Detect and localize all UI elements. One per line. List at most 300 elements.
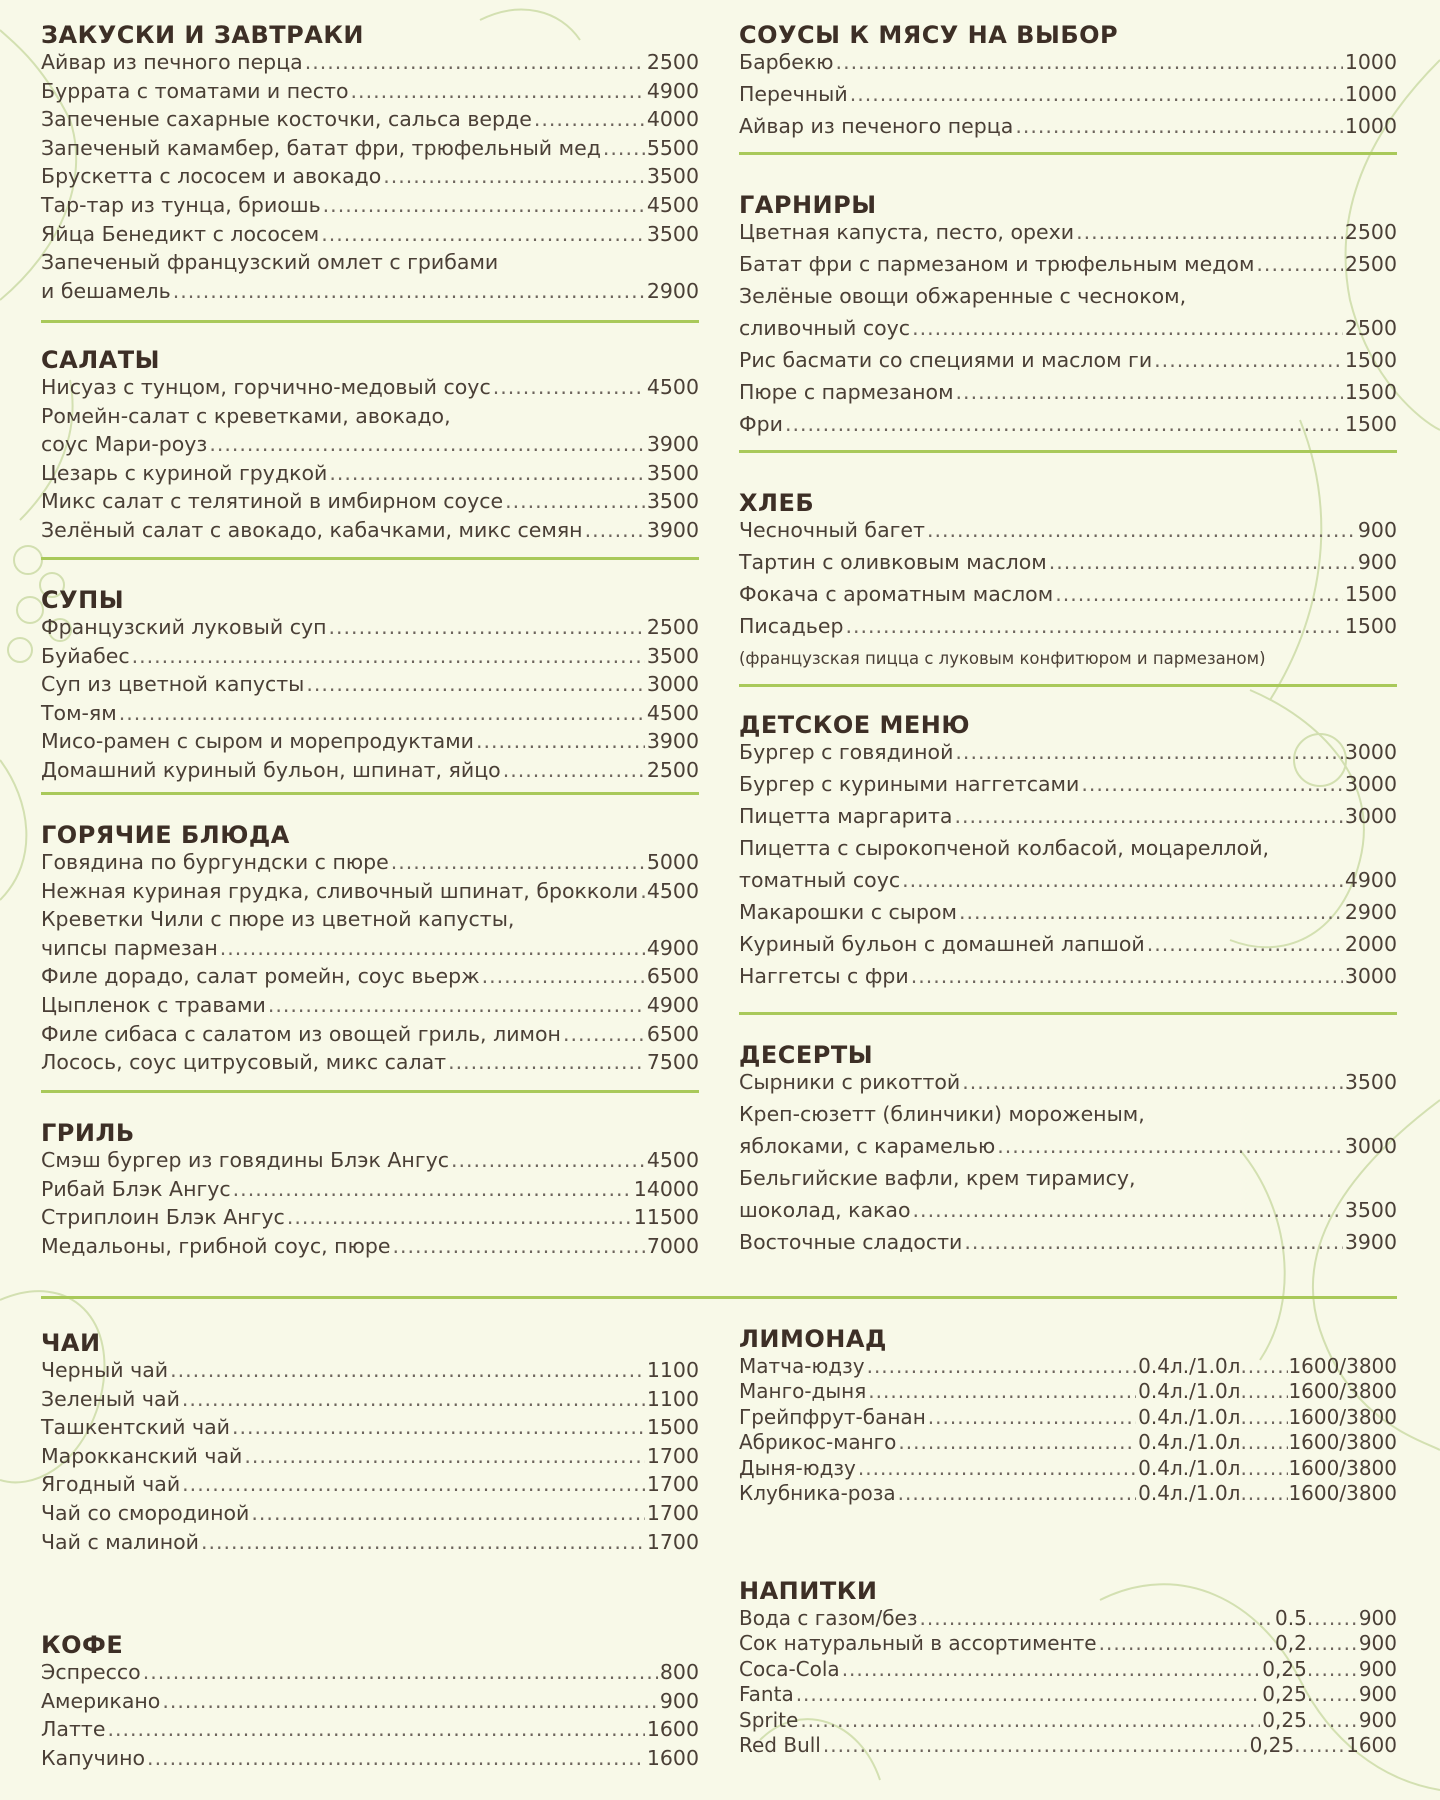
item-list — [739, 50, 1397, 146]
item-name: Запеченые сахарные косточки, сальса верде — [41, 107, 532, 132]
item-price: 3000 — [1344, 1134, 1397, 1158]
menu-item — [41, 1177, 699, 1206]
item-name: Том-ям — [41, 700, 117, 725]
section-salaty — [41, 345, 699, 547]
item-name: Латте — [41, 1717, 106, 1742]
item-name: Fanta — [739, 1682, 794, 1707]
item-name: сливочный соус — [739, 316, 911, 340]
item-name: Чай со смородиной — [41, 1500, 250, 1525]
menu-item — [739, 82, 1397, 114]
menu-item — [41, 250, 699, 279]
dot-leader — [911, 964, 1343, 988]
menu-item — [739, 836, 1397, 868]
item-list — [41, 375, 699, 547]
menu-item — [739, 1230, 1397, 1262]
menu-item — [41, 1501, 699, 1530]
menu-item — [41, 672, 699, 701]
item-price: 3900 — [1344, 1230, 1397, 1254]
dot-leader — [1154, 348, 1343, 372]
menu-item — [739, 220, 1397, 252]
dot-leader — [287, 1205, 632, 1229]
section-divider — [739, 684, 1397, 687]
dot-leader — [1307, 1708, 1359, 1732]
dot-leader — [585, 518, 645, 542]
drink-item — [739, 1379, 1397, 1404]
menu-item — [41, 1660, 699, 1689]
dot-leader — [1256, 252, 1342, 276]
item-name: Фокача с ароматным маслом — [739, 582, 1054, 606]
menu-item — [41, 993, 699, 1022]
dot-leader — [796, 1682, 1261, 1706]
item-price: 4500 — [646, 375, 699, 399]
menu-item — [41, 461, 699, 490]
menu-item — [41, 964, 699, 993]
item-price: 3500 — [1344, 1070, 1397, 1094]
dot-leader — [912, 316, 1343, 340]
item-price: 2500 — [1344, 316, 1397, 340]
item-price: 1700 — [646, 1500, 699, 1525]
item-volume: 0,25 — [1262, 1656, 1307, 1681]
menu-item — [739, 1134, 1397, 1166]
section-title: ХЛЕБ — [739, 489, 815, 517]
item-price: 7500 — [646, 1050, 699, 1075]
drink-item — [739, 1405, 1397, 1430]
item-volume: 0.4л./1.0л — [1138, 1455, 1241, 1480]
dot-leader — [170, 1358, 645, 1382]
section-title: ЛИМОНАД — [739, 1325, 887, 1353]
item-list — [41, 50, 699, 307]
item-name: Восточные сладости — [739, 1230, 963, 1254]
item-name: Ромейн-салат с креветками, авокадо, — [41, 403, 451, 428]
item-name: Американо — [41, 1688, 161, 1713]
item-name: Черный чай — [41, 1358, 169, 1382]
drink-item — [739, 1430, 1397, 1455]
dot-leader — [962, 1070, 1343, 1094]
hleb-note: (французская пицца с луковым конфитюром и пармезаном) — [739, 649, 1266, 668]
item-name: Бургер с говядиной — [739, 740, 954, 764]
item-price: 1700 — [646, 1472, 699, 1497]
item-price: 800 — [659, 1660, 699, 1684]
item-price: 1500 — [1344, 582, 1397, 606]
menu-item — [739, 380, 1397, 412]
menu-item — [41, 222, 699, 251]
dot-leader — [119, 701, 645, 725]
item-name: соус Мари-роуз — [41, 432, 208, 457]
item-list — [739, 220, 1397, 444]
dot-leader — [1307, 1631, 1359, 1655]
item-price: 1000 — [1344, 82, 1397, 106]
dot-leader — [640, 879, 645, 903]
menu-item — [739, 772, 1397, 804]
dot-leader — [823, 1733, 1248, 1757]
item-name: Зелёные овощи обжаренные с чесноком, — [739, 284, 1187, 308]
item-volume: 0.4л./1.0л — [1138, 1430, 1241, 1455]
section-divider — [41, 557, 699, 560]
menu-item — [41, 1717, 699, 1746]
section-title: СОУСЫ К МЯСУ НА ВЫБОР — [739, 21, 1119, 49]
item-name: Медальоны, грибной соус, пюре — [41, 1233, 391, 1258]
section-kofe — [41, 1630, 699, 1774]
section-divider — [41, 1090, 699, 1093]
section-divider — [41, 792, 699, 795]
dot-leader — [1076, 220, 1343, 244]
section-garniry — [739, 190, 1397, 444]
dot-leader — [251, 1501, 644, 1525]
dot-leader — [913, 1198, 1343, 1222]
dot-leader — [201, 1530, 645, 1554]
item-price: 3000 — [1344, 964, 1397, 988]
item-price: 4000 — [646, 107, 699, 132]
dot-leader — [147, 1746, 645, 1770]
item-name: яблоками, с карамелью — [739, 1134, 996, 1158]
menu-item — [739, 550, 1397, 582]
item-name: Айвар из печного перца — [41, 50, 303, 74]
item-name: Бельгийские вафли, крем тирамису, — [739, 1166, 1136, 1190]
menu-item — [41, 644, 699, 673]
dot-leader — [997, 1134, 1343, 1158]
item-volume: 0,25 — [1249, 1732, 1295, 1757]
item-name: Манго-дыня — [739, 1379, 867, 1404]
item-price: 7000 — [646, 1233, 699, 1258]
item-price: 3000 — [1344, 804, 1397, 828]
item-price: 3900 — [646, 517, 699, 542]
dot-leader — [1081, 772, 1342, 796]
dot-leader — [920, 1606, 1274, 1630]
dot-leader — [448, 1050, 645, 1074]
dot-leader — [505, 489, 645, 513]
menu-item — [739, 582, 1397, 614]
item-name: Смэш бургер из говядины Блэк Ангус — [41, 1148, 449, 1172]
item-name: Яйца Бенедикт с лососем — [41, 221, 320, 246]
menu-item — [41, 1022, 699, 1051]
item-price: 1500 — [646, 1415, 699, 1440]
item-price: 2000 — [1344, 932, 1397, 956]
item-price: 14000 — [633, 1176, 699, 1201]
dot-leader — [476, 729, 645, 753]
item-price: 1600 — [1346, 1732, 1397, 1757]
menu-item — [41, 1050, 699, 1079]
item-price: 4900 — [646, 78, 699, 103]
drink-item — [739, 1606, 1397, 1631]
menu-item — [739, 114, 1397, 146]
dot-leader — [1240, 1456, 1288, 1480]
menu-item — [41, 107, 699, 136]
item-price: 1100 — [646, 1386, 699, 1411]
item-name: Цезарь с куриной грудкой — [41, 460, 328, 485]
item-name: Микс салат с телятиной в имбирном соусе — [41, 489, 504, 514]
item-price: 5500 — [646, 135, 699, 160]
item-price: 3500 — [646, 221, 699, 246]
section-divider — [739, 1012, 1397, 1015]
menu-item — [739, 900, 1397, 932]
item-name: Тартин с оливковым маслом — [739, 550, 1047, 574]
item-price: 4500 — [646, 700, 699, 725]
section-zakuski — [41, 20, 699, 307]
item-price: 900 — [1358, 1656, 1397, 1681]
item-name: Грейпфрут-банан — [739, 1404, 926, 1429]
item-volume: 0.4л./1.0л — [1138, 1354, 1241, 1378]
item-name: Креп-сюзетт (блинчики) мороженым, — [739, 1102, 1145, 1126]
dot-leader — [503, 758, 645, 782]
dot-leader — [1240, 1405, 1288, 1429]
drinks-divider — [41, 1296, 1397, 1299]
dot-leader — [232, 1415, 645, 1439]
item-price: 900 — [1358, 1707, 1397, 1732]
section-title: ГАРНИРЫ — [739, 191, 877, 219]
dot-leader — [858, 1456, 1136, 1480]
item-price: 3500 — [646, 643, 699, 668]
item-name: Суп из цветной капусты — [41, 672, 305, 697]
menu-item — [41, 615, 699, 644]
item-price: 900 — [1358, 1631, 1397, 1656]
item-price: 2500 — [646, 757, 699, 782]
item-name: Марокканский чай — [41, 1443, 243, 1468]
dot-leader — [1055, 582, 1343, 606]
item-name: Говядина по бургундски с пюре — [41, 850, 389, 874]
dot-leader — [209, 432, 645, 456]
item-price: 2500 — [1344, 252, 1397, 276]
item-list — [41, 1660, 699, 1774]
item-price: 6500 — [646, 964, 699, 989]
item-name: Лосось, соус цитрусовый, микс салат — [41, 1050, 447, 1075]
item-name: Фри — [739, 412, 783, 436]
menu-item — [41, 1444, 699, 1473]
item-price: 1000 — [1344, 50, 1397, 74]
item-list — [739, 1354, 1397, 1506]
item-volume: 0.4л./1.0л — [1138, 1480, 1241, 1505]
item-name: Цыпленок с травами — [41, 992, 266, 1017]
item-name: Нисуаз с тунцом, горчично-медовый соус — [41, 375, 491, 399]
item-price: 3500 — [1344, 1198, 1397, 1222]
item-name: Рибай Блэк Ангус — [41, 1176, 231, 1201]
dot-leader — [305, 50, 645, 74]
item-name: Буррата с томатами и песто — [41, 78, 349, 103]
dot-leader — [1147, 932, 1343, 956]
menu-item — [41, 1358, 699, 1387]
item-name: Писадьер — [739, 614, 844, 638]
item-name: Тар-тар из тунца, бриошь — [41, 192, 321, 217]
item-name: Креветки Чили с пюре из цветной капусты, — [41, 907, 515, 932]
item-name: томатный соус — [739, 868, 901, 892]
menu-item — [41, 936, 699, 965]
menu-item — [41, 1689, 699, 1718]
section-napitki — [739, 1576, 1397, 1758]
item-price: 900 — [1358, 1682, 1397, 1707]
item-name: Ташкентский чай — [41, 1415, 230, 1440]
item-name: Перечный — [739, 82, 848, 106]
item-name: Капучино — [41, 1745, 146, 1770]
item-price: 4900 — [646, 935, 699, 960]
section-detskoe — [739, 710, 1397, 996]
item-price: 2500 — [1344, 220, 1397, 244]
item-price: 4900 — [1344, 868, 1397, 892]
dot-leader — [1307, 1657, 1359, 1681]
item-volume: 0,25 — [1262, 1707, 1307, 1732]
dot-leader — [1240, 1481, 1288, 1505]
item-name: Буйабес — [41, 643, 130, 668]
menu-item — [739, 1102, 1397, 1134]
dot-leader — [964, 1230, 1342, 1254]
drink-item — [739, 1631, 1397, 1656]
drink-item — [739, 1657, 1397, 1682]
item-price: 4900 — [646, 992, 699, 1017]
item-name: Стриплоин Блэк Ангус — [41, 1205, 285, 1230]
dot-leader — [1240, 1354, 1288, 1378]
item-price: 3000 — [646, 672, 699, 697]
section-title: КОФЕ — [41, 1631, 124, 1659]
dot-leader — [321, 222, 645, 246]
dot-leader — [383, 164, 645, 188]
item-list — [41, 850, 699, 1079]
item-volume: 0,2 — [1275, 1631, 1307, 1656]
dot-leader — [850, 82, 1343, 106]
item-list — [41, 1358, 699, 1558]
menu-item — [41, 729, 699, 758]
item-price: 3000 — [1344, 740, 1397, 764]
item-name: Ягодный чай — [41, 1472, 181, 1497]
menu-item — [739, 932, 1397, 964]
item-name: Пицетта с сырокопченой колбасой, моцареллой, — [739, 836, 1270, 860]
item-name: Нежная куриная грудка, сливочный шпинат, брокколи — [41, 878, 639, 903]
item-name: Мисо-рамен с сыром и морепродуктами — [41, 729, 474, 754]
item-name: Эспрессо — [41, 1660, 141, 1684]
dot-leader — [391, 850, 645, 874]
item-volume: 0.4л./1.0л — [1138, 1404, 1241, 1429]
dot-leader — [954, 804, 1342, 828]
item-name: Бургер с куриными наггетсами — [739, 772, 1080, 796]
item-name: Сок натуральный в ассортименте — [739, 1631, 1097, 1656]
section-title: ЧАИ — [41, 1329, 101, 1357]
item-list — [739, 1070, 1397, 1262]
menu-item — [41, 1234, 699, 1263]
dot-leader — [1099, 1631, 1273, 1655]
menu-item — [41, 850, 699, 879]
menu-item — [41, 879, 699, 908]
menu-item — [739, 412, 1397, 444]
item-price: 1600/3800 — [1288, 1430, 1397, 1455]
item-list — [739, 740, 1397, 996]
item-price: 2500 — [646, 615, 699, 639]
item-price: 2900 — [646, 278, 699, 303]
item-price: 1700 — [646, 1529, 699, 1554]
section-title: ЗАКУСКИ И ЗАВТРАКИ — [41, 21, 365, 49]
item-price: 1500 — [1344, 380, 1397, 404]
menu-item — [739, 284, 1397, 316]
menu-item — [41, 136, 699, 165]
menu-item — [41, 1415, 699, 1444]
dot-leader — [162, 1689, 658, 1713]
menu-item — [739, 740, 1397, 772]
menu-item — [41, 375, 699, 404]
item-name: Чай с малиной — [41, 1529, 199, 1554]
item-price: 1500 — [1344, 412, 1397, 436]
item-price: 900 — [659, 1688, 699, 1713]
item-price: 4500 — [646, 878, 699, 903]
item-name: Пюре с пармезаном — [739, 380, 954, 404]
dot-leader — [244, 1444, 644, 1468]
item-name: Запеченый камамбер, батат фри, трюфельный мед — [41, 135, 601, 160]
dot-leader — [493, 375, 645, 399]
item-price: 3500 — [646, 164, 699, 189]
item-name: Айвар из печеного перца — [739, 114, 1014, 138]
section-chai — [41, 1328, 699, 1558]
section-limonad — [739, 1324, 1397, 1506]
menu-item — [41, 1205, 699, 1234]
item-price: 900 — [1357, 550, 1397, 574]
drink-item — [739, 1456, 1397, 1481]
dot-leader — [1240, 1430, 1288, 1454]
menu-item — [41, 79, 699, 108]
menu-item — [41, 279, 699, 308]
item-name: Запеченый французский омлет с грибами — [41, 250, 499, 275]
item-name: Барбекю — [739, 50, 834, 74]
item-price: 11500 — [633, 1205, 699, 1230]
dot-leader — [842, 1657, 1261, 1681]
dot-leader — [220, 936, 645, 960]
item-name: Пицетта маргарита — [739, 804, 953, 828]
dot-leader — [959, 900, 1343, 924]
dot-leader — [143, 1660, 658, 1684]
dot-leader — [323, 193, 645, 217]
drink-item — [739, 1481, 1397, 1506]
item-price: 1600/3800 — [1288, 1480, 1397, 1505]
section-divider — [41, 320, 699, 323]
dot-leader — [173, 279, 645, 303]
dot-leader — [107, 1717, 644, 1741]
dot-leader — [845, 614, 1342, 638]
dot-leader — [898, 1481, 1137, 1505]
section-title: СУПЫ — [41, 586, 125, 614]
menu-item — [41, 50, 699, 79]
item-price: 6500 — [646, 1021, 699, 1046]
section-deserty — [739, 1040, 1397, 1262]
dot-leader — [928, 1405, 1136, 1429]
dot-leader — [1307, 1606, 1359, 1630]
menu-item — [739, 868, 1397, 900]
item-price: 2900 — [1344, 900, 1397, 924]
section-title: НАПИТКИ — [739, 1577, 878, 1605]
menu-item — [739, 348, 1397, 380]
item-price: 1000 — [1344, 114, 1397, 138]
menu-item — [739, 964, 1397, 996]
dot-leader — [329, 615, 645, 639]
menu-item — [41, 701, 699, 730]
section-title: ДЕСЕРТЫ — [739, 1041, 874, 1069]
item-name: Цветная капуста, песто, орехи — [739, 220, 1075, 244]
item-name: Зеленый чай — [41, 1386, 180, 1411]
dot-leader — [306, 672, 644, 696]
dot-leader — [351, 79, 645, 103]
section-title: САЛАТЫ — [41, 346, 160, 374]
item-price: 1600/3800 — [1288, 1455, 1397, 1480]
item-name: Домашний куриный бульон, шпинат, яйцо — [41, 757, 501, 782]
dot-leader — [800, 1708, 1260, 1732]
item-price: 3900 — [646, 729, 699, 754]
item-price: 900 — [1358, 1606, 1397, 1630]
menu-item — [41, 1530, 699, 1559]
dot-leader — [182, 1387, 645, 1411]
item-price: 1600/3800 — [1288, 1354, 1397, 1378]
dot-leader — [1049, 550, 1356, 574]
dot-leader — [268, 993, 645, 1017]
item-price: 3900 — [646, 432, 699, 457]
dot-leader — [1307, 1682, 1359, 1706]
item-name: Брускетта с лососем и авокадо — [41, 164, 382, 189]
item-price: 1700 — [646, 1443, 699, 1468]
item-name: Филе дорадо, салат ромейн, соус вьерж — [41, 964, 480, 989]
menu-item — [41, 1387, 699, 1416]
dot-leader — [329, 461, 644, 485]
